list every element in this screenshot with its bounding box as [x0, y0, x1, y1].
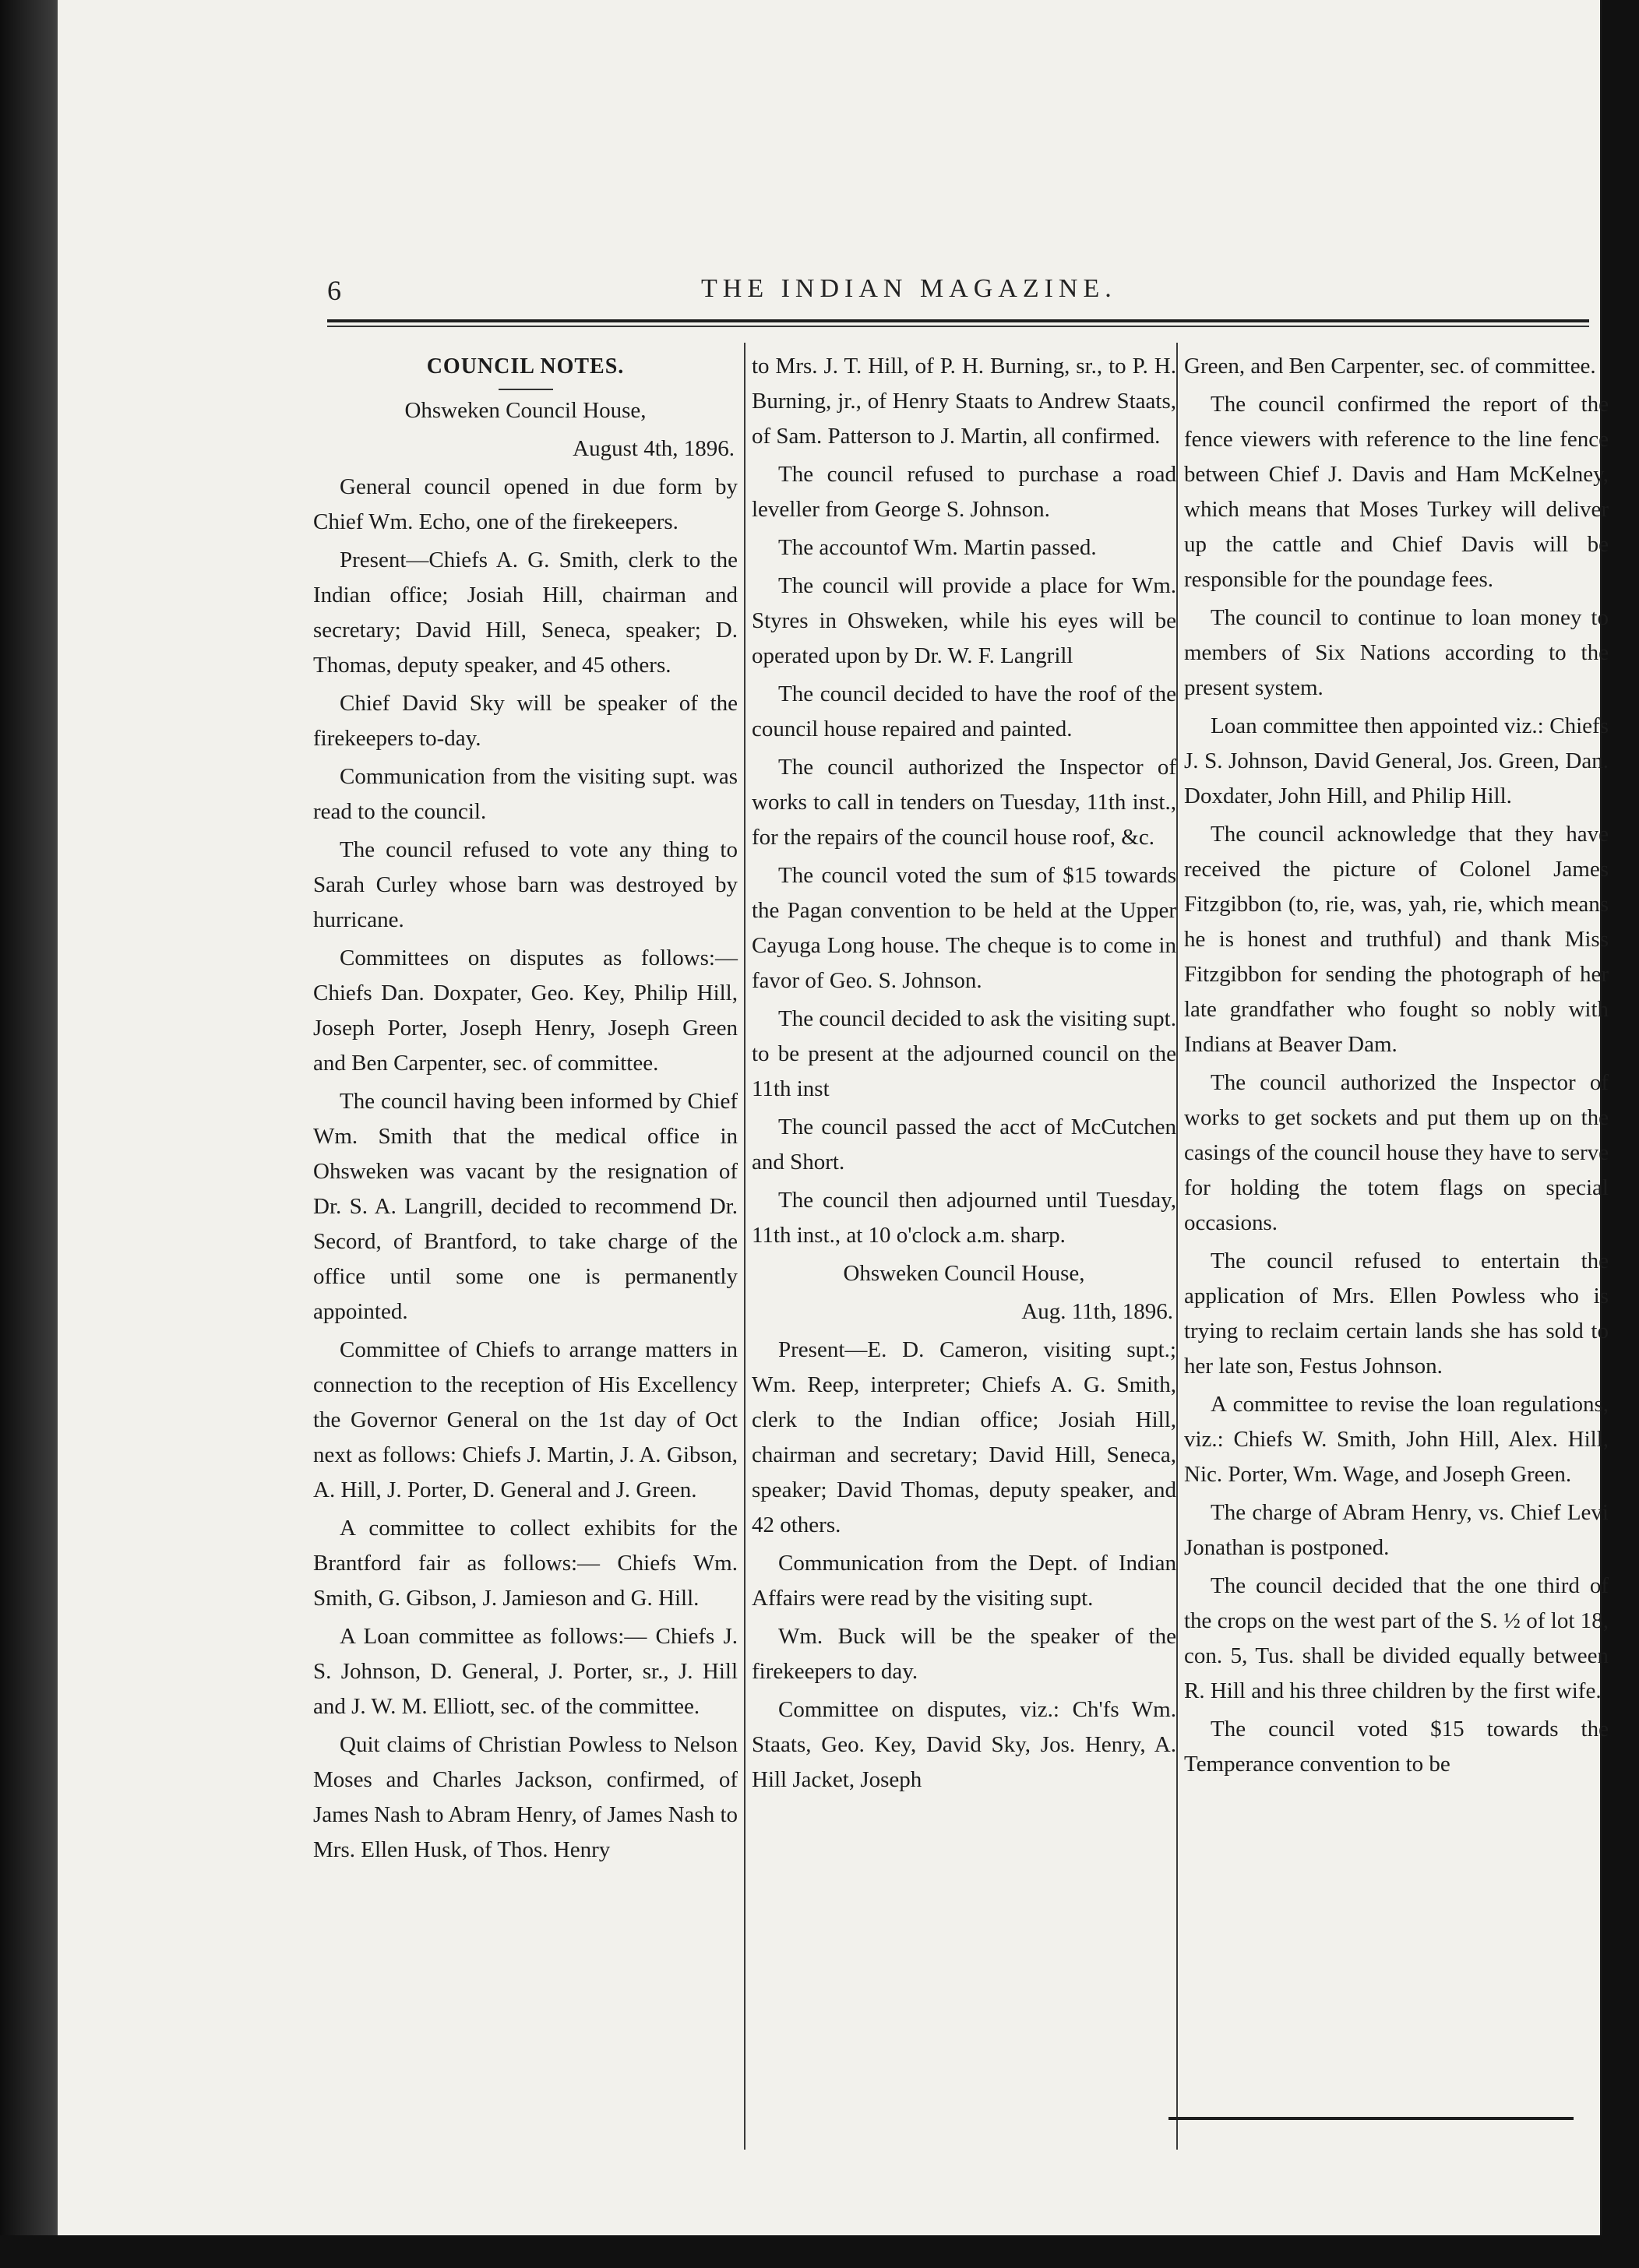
page-number: 6: [327, 275, 341, 306]
date-line-2: Aug. 11th, 1896.: [1021, 1299, 1173, 1324]
paragraph: The council decided to have the roof of the council house repaired and painted.: [752, 681, 1176, 741]
paragraph: Committee of Chiefs to arrange matters in connection to the reception of His Excellency the Governor General on the 1st day of Oct next as follows: Chiefs J. Martin, J. A. Gibson, A. Hill, J. Porter, D. General and J. Green.: [313, 1337, 738, 1502]
place-line-1: Ohsweken Council House,: [404, 398, 647, 423]
column-divider-2: [1176, 343, 1178, 2150]
column-divider-1: [744, 343, 745, 2150]
paragraph: The council confirmed the report of the fence viewers with reference to the line fence between Chief J. Davis and Ham McKelney, which means that Moses Turkey will deliver up the cattle and Chief Davis will be responsible for the poundage fees.: [1184, 392, 1609, 592]
paragraph: Communication from the visiting supt. was read to the council.: [313, 764, 738, 824]
column-3: [1184, 349, 1609, 1785]
paragraph: to Mrs. J. T. Hill, of P. H. Burning, sr., to P. H. Burning, jr., of Henry Staats to Andrew Staats, of Sam. Patterson to J. Martin, all confirmed.: [752, 354, 1176, 449]
place-line-2: Ohsweken Council House,: [843, 1261, 1085, 1286]
paragraph: The council refused to entertain the application of Mrs. Ellen Powless who is trying to reclaim certain lands she has sold to her late son, Festus Johnson.: [1184, 1248, 1609, 1379]
title-rule: [499, 389, 553, 390]
paragraph: Committees on disputes as follows:—Chiefs Dan. Doxpater, Geo. Key, Philip Hill, Joseph Porter, Joseph Henry, Joseph Green and Ben Carpenter, sec. of committee.: [313, 946, 738, 1076]
paragraph: Wm. Buck will be the speaker of the firekeepers to day.: [752, 1624, 1176, 1684]
paragraph: The council authorized the Inspector of works to get sockets and put them up on the casings of the council house they have to serve for holding the totem flags on special occasions.: [1184, 1070, 1609, 1235]
end-rule: [1168, 2117, 1574, 2120]
paragraph: The council refused to purchase a road leveller from George S. Johnson.: [752, 462, 1176, 522]
paragraph: The council decided that the one third of the crops on the west part of the S. ½ of lot 18, con. 5, Tus. shall be divided equally between R. Hill and his three children by the first wife.: [1184, 1573, 1609, 1703]
column-1: [313, 349, 738, 1871]
column-2: [752, 349, 1176, 1801]
column-3-body: [1184, 349, 1609, 1782]
paragraph: The council voted the sum of $15 towards the Pagan convention to be held at the Upper Cayuga Long house. The cheque is to come in favor of Geo. S. Johnson.: [752, 863, 1176, 993]
paragraph: The council will provide a place for Wm. Styres in Ohsweken, while his eyes will be operated upon by Dr. W. F. Langrill: [752, 573, 1176, 668]
paragraph: The council having been informed by Chief Wm. Smith that the medical office in Ohsweken was vacant by the resignation of Dr. S. A. Langrill, decided to recommend Dr. Secord, of Brantford, to take charge of the office until some one is permanently appointed.: [313, 1089, 738, 1324]
paragraph: The council authorized the Inspector of works to call in tenders on Tuesday, 11th inst., for the repairs of the council house roof, &c.: [752, 755, 1176, 850]
paragraph: The council acknowledge that they have received the picture of Colonel James Fitzgibbon (to, rie, was, yah, rie, which means he is honest and truthful) and thank Miss Fitzgibbon for sending the photograph of her late grandfather who fought so nobly with Indians at Beaver Dam.: [1184, 822, 1609, 1057]
paragraph: Present—Chiefs A. G. Smith, clerk to the Indian office; Josiah Hill, chairman and secretary; David Hill, Seneca, speaker; D. Thomas, deputy speaker, and 45 others.: [313, 548, 738, 678]
paragraph: The council then adjourned until Tuesday, 11th inst., at 10 o'clock a.m. sharp.: [752, 1188, 1176, 1248]
page-header: [312, 274, 1605, 321]
scan-bottom-margin: [0, 2235, 1639, 2268]
magazine-title: THE INDIAN MAGAZINE.: [701, 274, 1117, 303]
header-rule-thin: [327, 326, 1589, 327]
paragraph: General council opened in due form by Chief Wm. Echo, one of the firekeepers.: [313, 474, 738, 534]
paragraph: The council decided to ask the visiting supt. to be present at the adjourned council on the 11th inst: [752, 1006, 1176, 1101]
paragraph: The council passed the acct of McCutchen and Short.: [752, 1115, 1176, 1174]
paragraph: Present—E. D. Cameron, visiting supt.; Wm. Reep, interpreter; Chiefs A. G. Smith, clerk to the Indian office; Josiah Hill, chairman and secretary; David Hill, Seneca, speaker; David Thomas, deputy speaker, and 42 others.: [752, 1337, 1176, 1537]
paragraph: Loan committee then appointed viz.: Chiefs J. S. Johnson, David General, Jos. Green, Dan. Doxdater, John Hill, and Philip Hill.: [1184, 713, 1609, 808]
header-rule: [327, 319, 1589, 322]
paragraph: The council to continue to loan money to members of Six Nations according to the present system.: [1184, 605, 1609, 700]
paragraph: The accountof Wm. Martin passed.: [778, 535, 1097, 560]
paragraph: Committee on disputes, viz.: Ch'fs Wm. Staats, Geo. Key, David Sky, Jos. Henry, A. Hill Jacket, Joseph: [752, 1697, 1176, 1792]
paragraph: A committee to collect exhibits for the Brantford fair as follows:— Chiefs Wm. Smith, G. Gibson, J. Jamieson and G. Hill.: [313, 1516, 738, 1611]
column-1-body: [313, 470, 738, 1868]
paragraph: Green, and Ben Carpenter, sec. of committee.: [1184, 354, 1596, 379]
paragraph: Chief David Sky will be speaker of the firekeepers to-day.: [313, 691, 738, 751]
paragraph: The charge of Abram Henry, vs. Chief Levi Jonathan is postponed.: [1184, 1500, 1609, 1560]
date-line-1: August 4th, 1896.: [573, 436, 735, 461]
paragraph: Quit claims of Christian Powless to Nelson Moses and Charles Jackson, confirmed, of James Nash to Abram Henry, of James Nash to Mrs. Ellen Husk, of Thos. Henry: [313, 1732, 738, 1862]
paragraph: Communication from the Dept. of Indian Affairs were read by the visiting supt.: [752, 1551, 1176, 1611]
column-2-body-a: [752, 349, 1176, 1253]
column-2-body-b: [752, 1333, 1176, 1798]
paragraph: A committee to revise the loan regulations, viz.: Chiefs W. Smith, John Hill, Alex. Hill, Nic. Porter, Wm. Wage, and Joseph Green.: [1184, 1392, 1609, 1487]
article-title: COUNCIL NOTES.: [426, 354, 625, 379]
paragraph: The council voted $15 towards the Temperance convention to be: [1184, 1717, 1609, 1777]
paragraph: A Loan committee as follows:— Chiefs J. S. Johnson, D. General, J. Porter, sr., J. Hill and J. W. M. Elliott, sec. of the committee.: [313, 1624, 738, 1719]
paragraph: The council refused to vote any thing to Sarah Curley whose barn was destroyed by hurricane.: [313, 837, 738, 932]
